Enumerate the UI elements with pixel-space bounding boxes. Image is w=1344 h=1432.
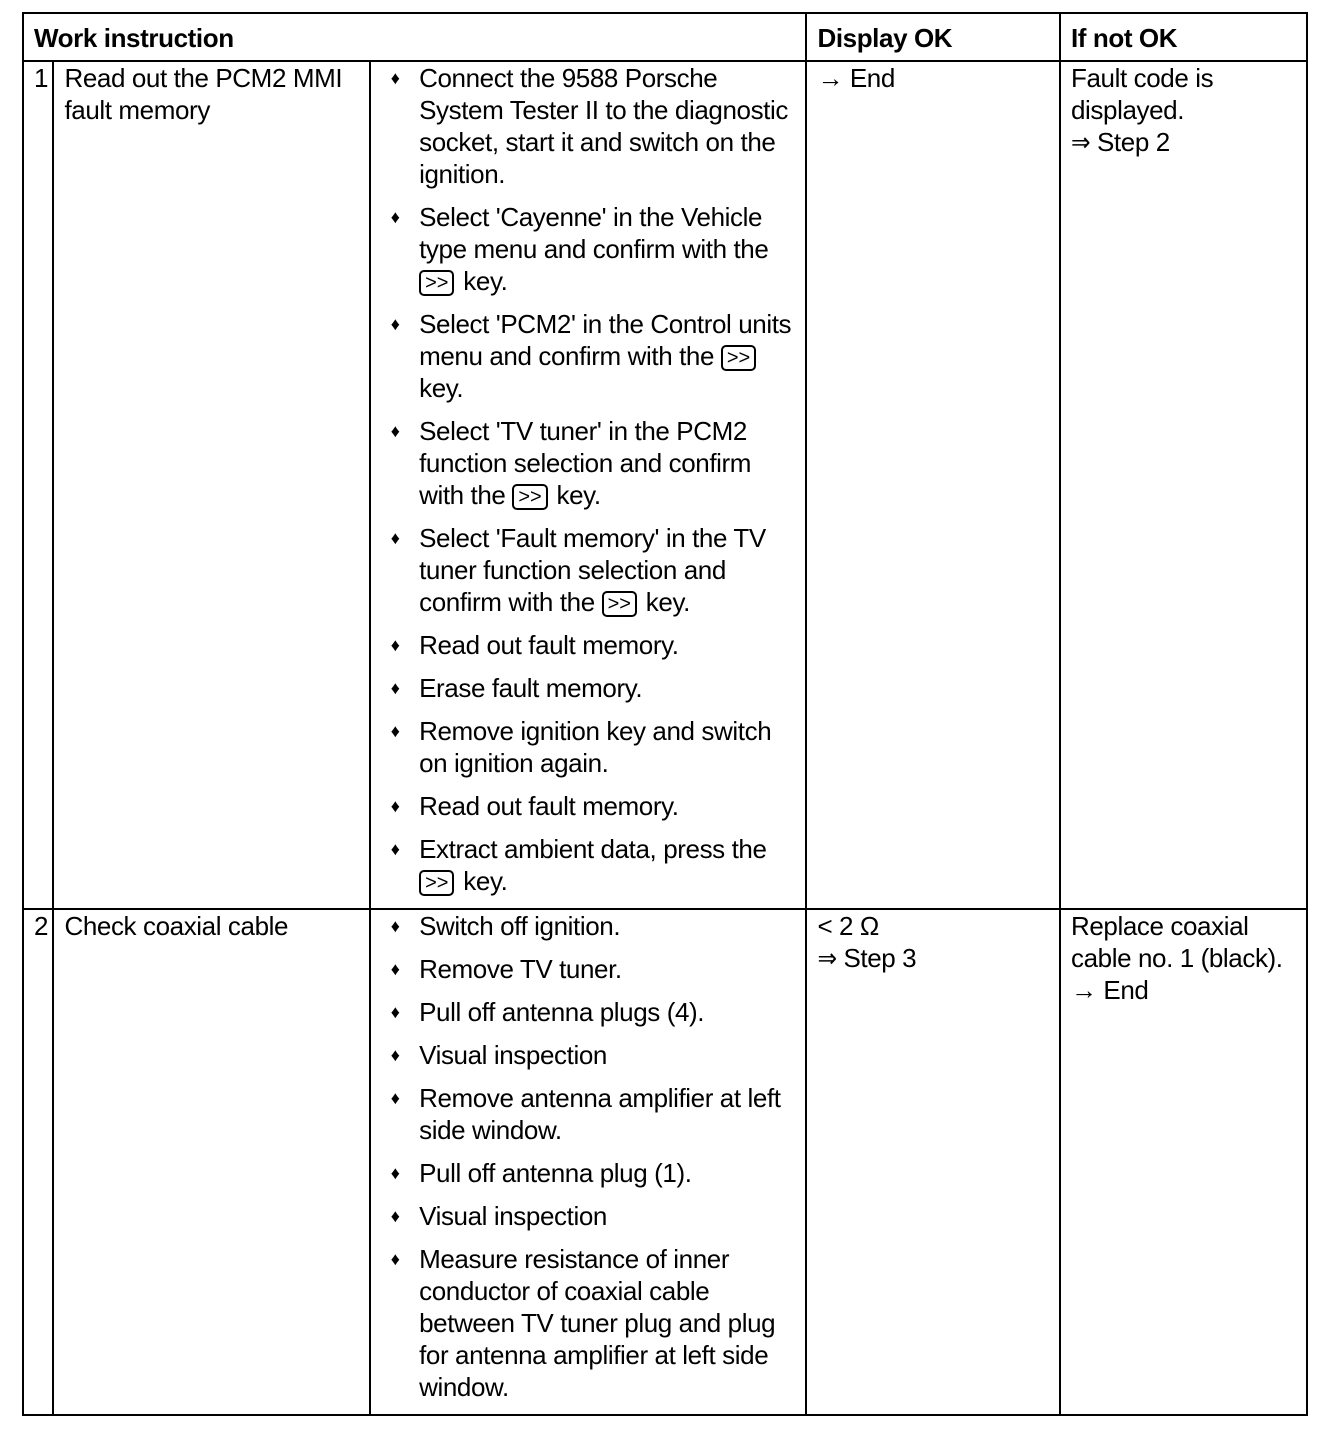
diamond-bullet-icon: ♦ (390, 959, 400, 979)
table-row (23, 61, 1307, 909)
key-suffix: key. (556, 480, 601, 510)
instruction-text: Switch off ignition. (419, 911, 621, 941)
list-item (381, 62, 795, 190)
header-display-ok: Display OK (806, 13, 1060, 61)
header-work-instruction: Work instruction (23, 13, 806, 61)
if-not-ok-cell (1060, 61, 1307, 909)
step-number: 1 (23, 61, 53, 909)
list-item (381, 1039, 795, 1071)
list-item (381, 629, 795, 661)
list-item (381, 1082, 795, 1146)
instruction-text: Remove ignition key and switch on ignition again. (419, 716, 772, 778)
list-item (381, 833, 795, 897)
instruction-text: Read out fault memory. (419, 791, 679, 821)
instruction-list (381, 910, 795, 1403)
list-item (381, 1200, 795, 1232)
diamond-bullet-icon: ♦ (390, 678, 400, 698)
forward-key-icon: >> (721, 345, 756, 371)
instruction-text: Visual inspection (419, 1040, 607, 1070)
step-number: 2 (23, 909, 53, 1415)
display-ok-cell (806, 909, 1060, 1415)
diamond-bullet-icon: ♦ (390, 839, 400, 859)
table-row (23, 909, 1307, 1415)
list-item (381, 201, 795, 297)
key-suffix: key. (645, 587, 690, 617)
instruction-text: Visual inspection (419, 1201, 607, 1231)
list-item (381, 1243, 795, 1403)
diamond-bullet-icon: ♦ (390, 1206, 400, 1226)
instruction-text: Select 'Cayenne' in the Vehicle type menu and confirm with the (419, 202, 769, 264)
list-item (381, 790, 795, 822)
list-item (381, 672, 795, 704)
step-action: Read out the PCM2 MMI fault memory (53, 61, 370, 909)
if-not-ok-cell (1060, 909, 1307, 1415)
key-suffix: key. (463, 266, 508, 296)
diamond-bullet-icon: ♦ (390, 207, 400, 227)
diamond-bullet-icon: ♦ (390, 916, 400, 936)
list-item (381, 308, 795, 404)
display-ok-cell (806, 61, 1060, 909)
diamond-bullet-icon: ♦ (390, 314, 400, 334)
forward-key-icon: >> (602, 591, 637, 617)
forward-key-icon: >> (419, 870, 454, 896)
diamond-bullet-icon: ♦ (390, 421, 400, 441)
instruction-text: Pull off antenna plugs (4). (419, 997, 705, 1027)
instruction-text: Connect the 9588 Porsche System Tester II to the diagnostic socket, start it and switch on the ignition. (419, 63, 788, 189)
diamond-bullet-icon: ♦ (390, 635, 400, 655)
forward-key-icon: >> (419, 270, 454, 296)
list-item (381, 415, 795, 511)
step-instructions (370, 909, 806, 1415)
step-action: Check coaxial cable (53, 909, 370, 1415)
list-item (381, 522, 795, 618)
list-item (381, 910, 795, 942)
instruction-text: Pull off antenna plug (1). (419, 1158, 692, 1188)
diamond-bullet-icon: ♦ (390, 528, 400, 548)
forward-key-icon: >> (512, 484, 547, 510)
header-if-not-ok: If not OK (1060, 13, 1307, 61)
diamond-bullet-icon: ♦ (390, 1249, 400, 1269)
diamond-bullet-icon: ♦ (390, 1163, 400, 1183)
list-item (381, 996, 795, 1028)
if-not-ok-text: Replace coaxial cable no. 1 (black). (1070, 911, 1283, 973)
instruction-text: Select 'TV tuner' in the PCM2 function selection and confirm with the (419, 416, 752, 510)
list-item (381, 715, 795, 779)
key-suffix: key. (463, 866, 508, 896)
diamond-bullet-icon: ♦ (390, 796, 400, 816)
diamond-bullet-icon: ♦ (390, 1088, 400, 1108)
instruction-text: Extract ambient data, press the (419, 834, 767, 864)
diamond-bullet-icon: ♦ (390, 68, 400, 88)
key-suffix: key. (419, 373, 464, 403)
instruction-list (381, 62, 795, 897)
instruction-text: Remove TV tuner. (419, 954, 622, 984)
instruction-text: Select 'Fault memory' in the TV tuner function selection and confirm with the (419, 523, 766, 617)
list-item (381, 953, 795, 985)
display-ok-next-step: ⇒ Step 3 (817, 943, 917, 973)
table-header-row (23, 13, 1307, 61)
step-instructions (370, 61, 806, 909)
instruction-text: Remove antenna amplifier at left side window. (419, 1083, 781, 1145)
diamond-bullet-icon: ♦ (390, 1045, 400, 1065)
if-not-ok-text: Fault code is displayed. (1070, 63, 1214, 125)
instruction-text: Erase fault memory. (419, 673, 643, 703)
instruction-text: Read out fault memory. (419, 630, 679, 660)
diamond-bullet-icon: ♦ (390, 721, 400, 741)
display-ok-result: → End (817, 63, 895, 93)
display-ok-value: < 2 Ω (817, 911, 879, 941)
list-item (381, 1157, 795, 1189)
instruction-text: Select 'PCM2' in the Control units menu and confirm with the (419, 309, 792, 371)
work-instruction-table (22, 12, 1308, 1416)
if-not-ok-next-step: ⇒ Step 2 (1070, 127, 1170, 157)
if-not-ok-next-step: → End (1070, 975, 1149, 1005)
diamond-bullet-icon: ♦ (390, 1002, 400, 1022)
instruction-text: Measure resistance of inner conductor of coaxial cable between TV tuner plug and plug for antenna amplifier at left side window. (419, 1244, 776, 1402)
